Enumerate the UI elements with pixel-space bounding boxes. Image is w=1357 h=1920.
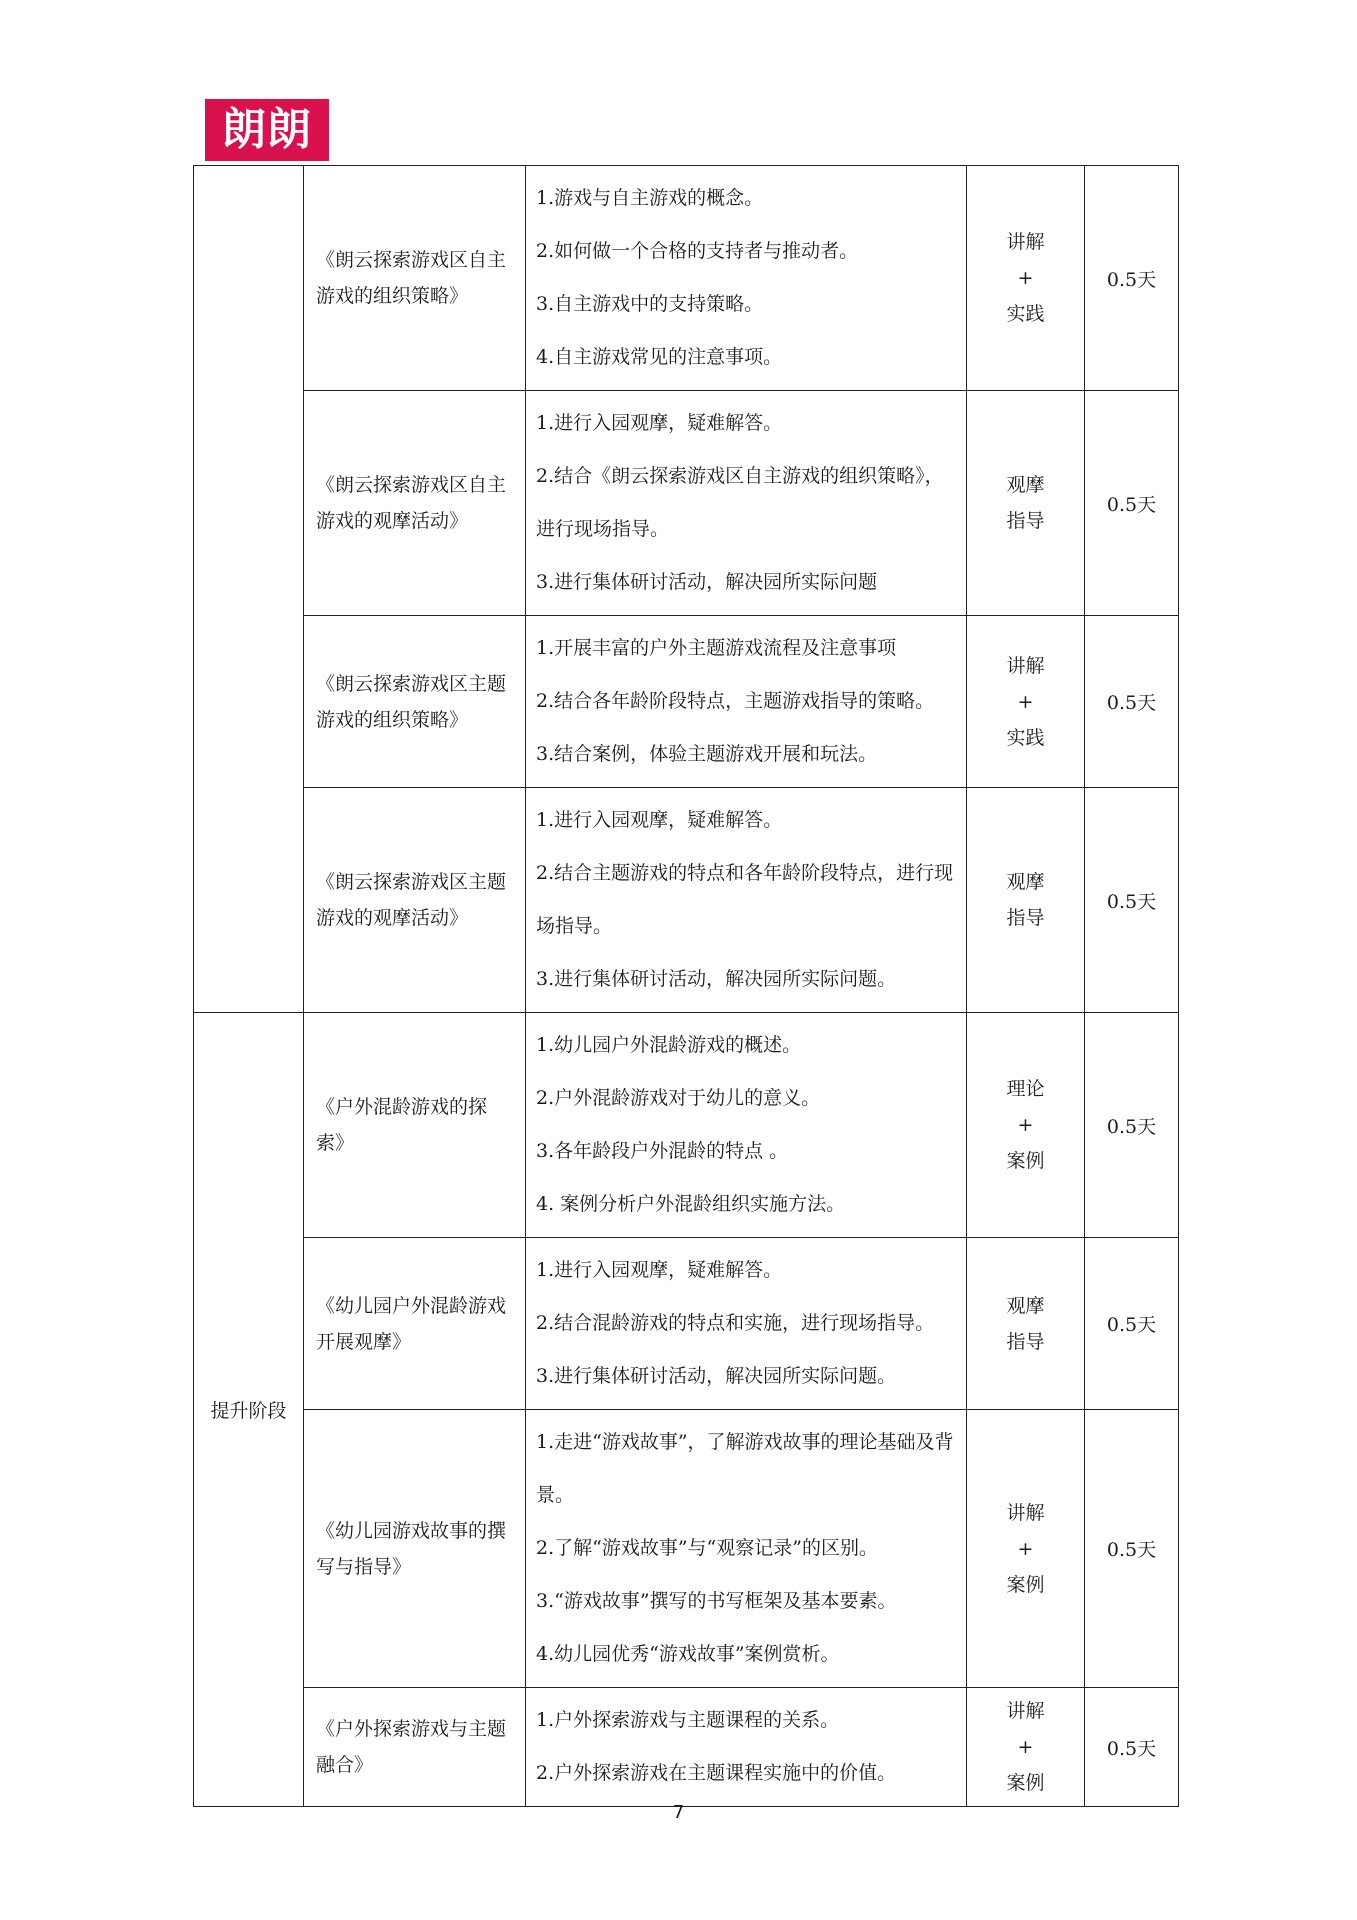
course-title: 《朗云探索游戏区自主游戏的组织策略》 [304, 166, 526, 391]
content-item: 3.结合案例，体验主题游戏开展和玩法。 [536, 743, 878, 765]
teaching-method [967, 391, 1085, 616]
content-item: 3.进行集体研讨活动，解决园所实际问题。 [536, 1365, 897, 1387]
content-item: 3.进行集体研讨活动，解决园所实际问题。 [536, 968, 897, 990]
table-row [194, 1013, 1179, 1238]
stage-cell [194, 166, 304, 1013]
content-item: 4.幼儿园优秀“游戏故事”案例赏析。 [536, 1643, 840, 1665]
method-line: + [1017, 1114, 1034, 1136]
duration: 0.5天 [1085, 166, 1179, 391]
content-item: 2.了解“游戏故事”与“观察记录”的区别。 [536, 1537, 878, 1559]
content-item: 3.进行集体研讨活动，解决园所实际问题 [536, 571, 878, 593]
course-title: 《幼儿园户外混龄游戏开展观摩》 [304, 1238, 526, 1410]
method-line: 案例 [1006, 1573, 1045, 1596]
content-item: 2.户外探索游戏在主题课程实施中的价值。 [536, 1762, 897, 1784]
course-content [526, 166, 967, 391]
course-content [526, 1688, 967, 1807]
method-line: 讲解 [1006, 654, 1045, 677]
table-row [194, 1688, 1179, 1807]
method-line: + [1017, 267, 1034, 289]
content-item: 2.户外混龄游戏对于幼儿的意义。 [536, 1087, 821, 1109]
content-item: 2.结合混龄游戏的特点和实施，进行现场指导。 [536, 1312, 935, 1334]
brand-logo: 朗朗 [205, 99, 329, 161]
content-item: 1.进行入园观摩，疑难解答。 [536, 1259, 783, 1281]
method-line: 观摩 [1006, 871, 1045, 893]
content-item: 1.进行入园观摩，疑难解答。 [536, 412, 783, 434]
course-content [526, 391, 967, 616]
course-schedule-table [193, 165, 1179, 1807]
teaching-method [967, 616, 1085, 788]
duration: 0.5天 [1085, 788, 1179, 1013]
teaching-method [967, 788, 1085, 1013]
course-title: 《朗云探索游戏区主题游戏的组织策略》 [304, 616, 526, 788]
page-number: 7 [672, 1802, 685, 1823]
teaching-method [967, 1688, 1085, 1807]
duration: 0.5天 [1085, 616, 1179, 788]
content-item: 4. 案例分析户外混龄组织实施方法。 [536, 1193, 846, 1215]
table-row [194, 391, 1179, 616]
table-row [194, 166, 1179, 391]
teaching-method [967, 1410, 1085, 1688]
method-line: 讲解 [1006, 231, 1045, 253]
course-title: 《朗云探索游戏区自主游戏的观摩活动》 [304, 391, 526, 616]
course-content [526, 1013, 967, 1238]
method-line: 观摩 [1006, 474, 1045, 496]
method-line: 指导 [1006, 1330, 1045, 1353]
table-row [194, 616, 1179, 788]
duration: 0.5天 [1085, 1013, 1179, 1238]
stage-cell: 提升阶段 [194, 1013, 304, 1807]
teaching-method [967, 1013, 1085, 1238]
method-line: + [1017, 1736, 1034, 1758]
method-line: 实践 [1006, 726, 1045, 749]
content-item: 3.各年龄段户外混龄的特点 。 [536, 1140, 789, 1162]
course-content [526, 1238, 967, 1410]
method-line: 指导 [1006, 510, 1045, 532]
course-title: 《朗云探索游戏区主题游戏的观摩活动》 [304, 788, 526, 1013]
table-row [194, 1238, 1179, 1410]
duration: 0.5天 [1085, 1688, 1179, 1807]
method-line: 讲解 [1006, 1700, 1045, 1722]
content-item: 2.结合《朗云探索游戏区自主游戏的组织策略》，进行现场指导。 [536, 465, 944, 540]
method-line: 指导 [1006, 907, 1045, 929]
table-row [194, 788, 1179, 1013]
course-content [526, 788, 967, 1013]
duration: 0.5天 [1085, 1238, 1179, 1410]
method-line: 讲解 [1006, 1501, 1045, 1524]
method-line: 观摩 [1006, 1294, 1045, 1317]
course-content [526, 1410, 967, 1688]
course-title: 《户外探索游戏与主题融合》 [304, 1688, 526, 1807]
duration: 0.5天 [1085, 391, 1179, 616]
method-line: 案例 [1006, 1150, 1045, 1172]
content-item: 4.自主游戏常见的注意事项。 [536, 346, 783, 368]
content-item: 1.进行入园观摩，疑难解答。 [536, 809, 783, 831]
content-item: 1.游戏与自主游戏的概念。 [536, 187, 764, 209]
duration: 0.5天 [1085, 1410, 1179, 1688]
method-line: 案例 [1006, 1772, 1045, 1794]
course-title: 《户外混龄游戏的探索》 [304, 1013, 526, 1238]
teaching-method [967, 166, 1085, 391]
method-line: + [1017, 1537, 1034, 1560]
content-item: 1.开展丰富的户外主题游戏流程及注意事项 [536, 637, 897, 659]
course-title: 《幼儿园游戏故事的撰写与指导》 [304, 1410, 526, 1688]
method-line: 理论 [1006, 1078, 1045, 1100]
content-item: 3.自主游戏中的支持策略。 [536, 293, 764, 315]
content-item: 1.户外探索游戏与主题课程的关系。 [536, 1709, 840, 1731]
method-line: + [1017, 690, 1034, 713]
method-line: 实践 [1006, 303, 1045, 325]
content-item: 1.走进“游戏故事”，了解游戏故事的理论基础及背景。 [536, 1431, 954, 1506]
course-content [526, 616, 967, 788]
content-item: 2.如何做一个合格的支持者与推动者。 [536, 240, 859, 262]
content-item: 1.幼儿园户外混龄游戏的概述。 [536, 1034, 802, 1056]
teaching-method [967, 1238, 1085, 1410]
content-item: 2.结合各年龄阶段特点，主题游戏指导的策略。 [536, 690, 935, 712]
content-item: 3.“游戏故事”撰写的书写框架及基本要素。 [536, 1590, 897, 1612]
content-item: 2.结合主题游戏的特点和各年龄阶段特点，进行现场指导。 [536, 862, 954, 937]
table-row [194, 1410, 1179, 1688]
